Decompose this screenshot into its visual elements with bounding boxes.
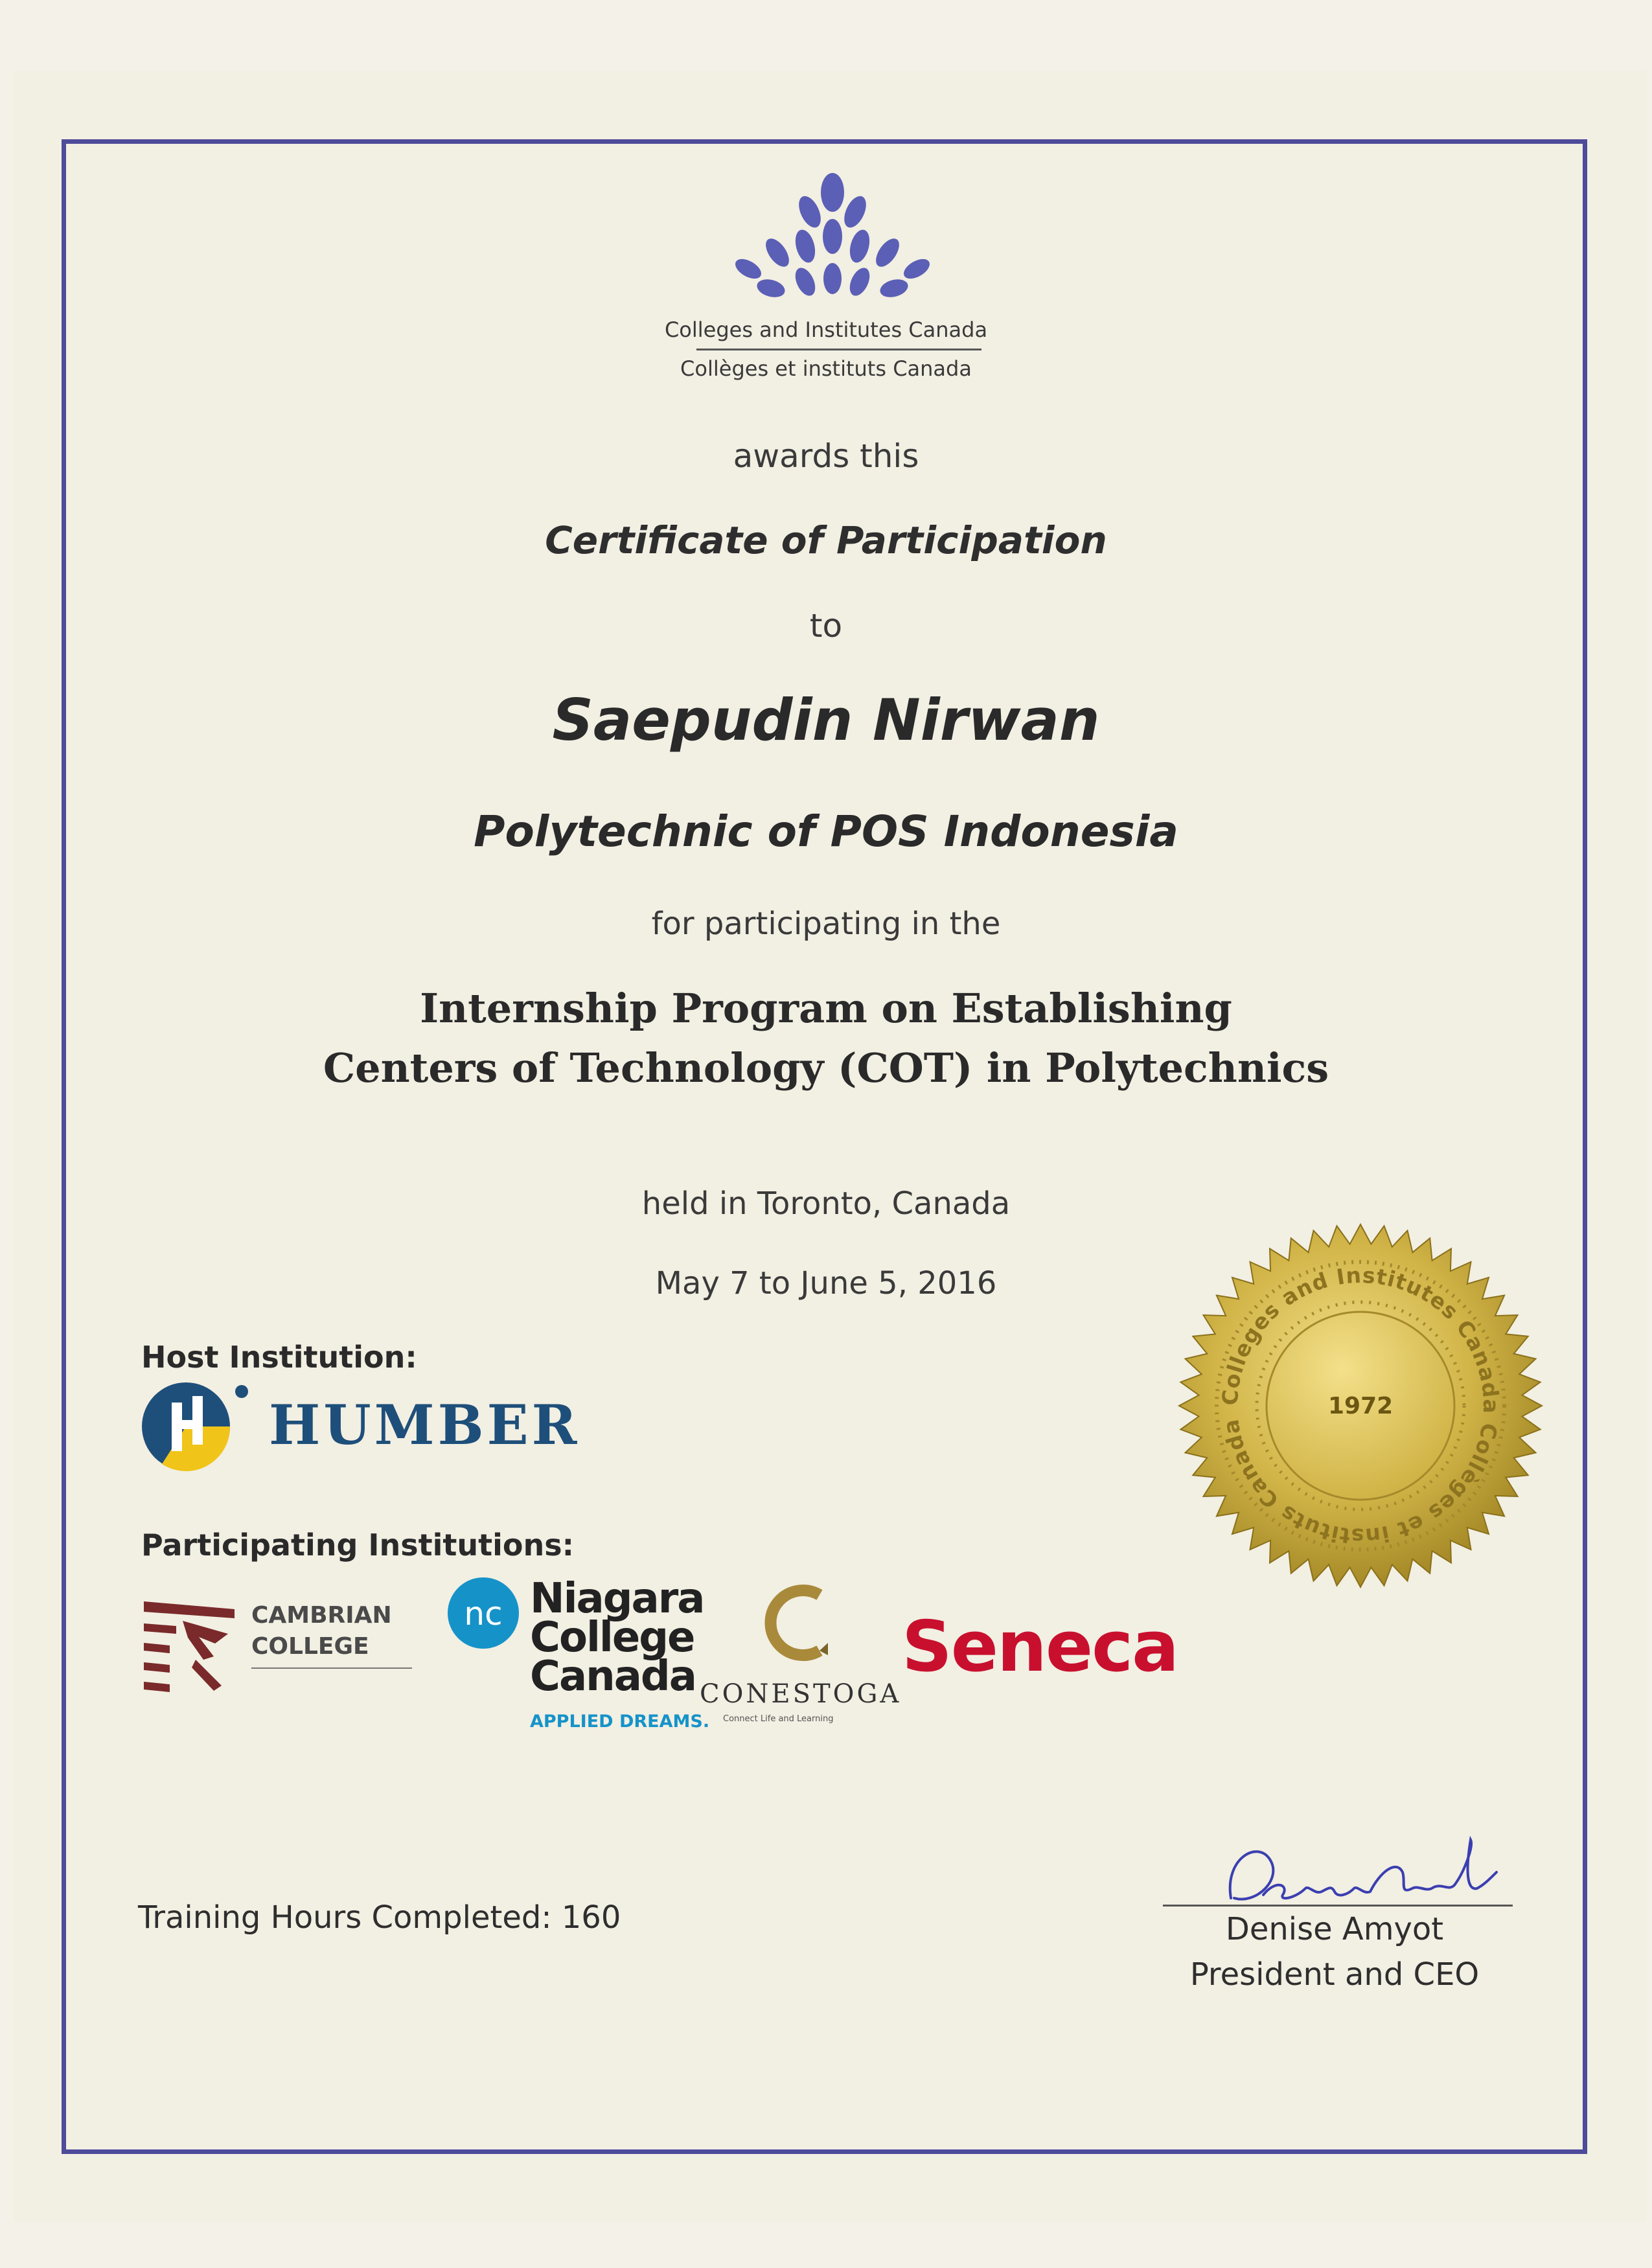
cambrian-name-line-2: COLLEGE <box>251 1633 369 1660</box>
conestoga-logo-text: CONESTOGA <box>700 1679 902 1709</box>
awards-line: awards this <box>733 437 919 475</box>
niagara-name-line-2: College <box>530 1614 694 1662</box>
leaf-icon <box>755 277 786 301</box>
cambrian-name-line-1: CAMBRIAN <box>251 1602 392 1629</box>
host-institution-label: Host Institution: <box>141 1340 417 1375</box>
recipient-institution: Polytechnic of POS Indonesia <box>474 807 1178 856</box>
location-line: held in Toronto, Canada <box>641 1186 1011 1222</box>
to-line: to <box>809 607 843 645</box>
leaf-icon <box>821 173 844 212</box>
niagara-badge-text: nc <box>464 1595 503 1632</box>
seal-year: 1972 <box>1328 1393 1394 1419</box>
dates-line: May 7 to June 5, 2016 <box>655 1265 997 1301</box>
niagara-name-line-1: Niagara <box>530 1575 704 1623</box>
certificate-type: Certificate of Participation <box>545 518 1107 562</box>
conestoga-logo-icon <box>758 1581 836 1665</box>
signature-line <box>1163 1905 1513 1907</box>
leaf-icon <box>901 255 933 283</box>
program-title-line-2: Centers of Technology (COT) in Polytechnics <box>323 1044 1329 1092</box>
training-hours: Training Hours Completed: 160 <box>138 1899 621 1936</box>
cambrian-underline <box>251 1667 412 1669</box>
leaf-icon <box>823 219 842 254</box>
humber-logo-text: HUMBER <box>269 1393 580 1457</box>
leaf-icon <box>871 235 904 271</box>
signatory-title: President and CEO <box>1189 1956 1480 1993</box>
leaf-icon <box>761 235 794 271</box>
participating-institutions-label: Participating Institutions: <box>141 1528 575 1563</box>
leaf-icon <box>794 193 825 231</box>
seal-ring-text: Colleges and Institutes Canada Collèges et instituts Canada <box>1217 1262 1504 1550</box>
issuer-name-en: Colleges and Institutes Canada <box>664 317 988 342</box>
leaf-icon <box>732 255 764 283</box>
cican-leaf-logo <box>729 172 936 311</box>
program-title-line-1: Internship Program on Establishing <box>420 985 1232 1032</box>
leaf-icon <box>847 227 873 264</box>
cambrian-logo-icon <box>137 1595 241 1699</box>
leaf-icon <box>791 265 819 299</box>
niagara-name-line-3: Canada <box>530 1653 696 1701</box>
niagara-tagline: APPLIED DREAMS. <box>530 1712 710 1732</box>
leaf-icon <box>792 227 819 264</box>
signatory-name: Denise Amyot <box>1225 1911 1444 1947</box>
issuer-divider <box>696 349 981 350</box>
niagara-logo-icon <box>446 1575 521 1651</box>
leaf-icon <box>878 277 910 301</box>
recipient-name: Saepudin Nirwan <box>552 687 1100 753</box>
leaf-icon <box>845 265 873 299</box>
humber-logo-icon <box>139 1380 253 1474</box>
leaf-icon <box>840 193 870 231</box>
for-line: for participating in the <box>651 906 1001 942</box>
niagara-logo-text <box>530 1575 704 1701</box>
conestoga-tagline: Connect Life and Learning <box>723 1714 834 1724</box>
issuer-name-fr: Collèges et instituts Canada <box>680 356 972 381</box>
cambrian-logo-text <box>251 1600 392 1662</box>
leaf-icon <box>823 263 842 294</box>
seneca-logo-text: Seneca <box>902 1607 1178 1688</box>
